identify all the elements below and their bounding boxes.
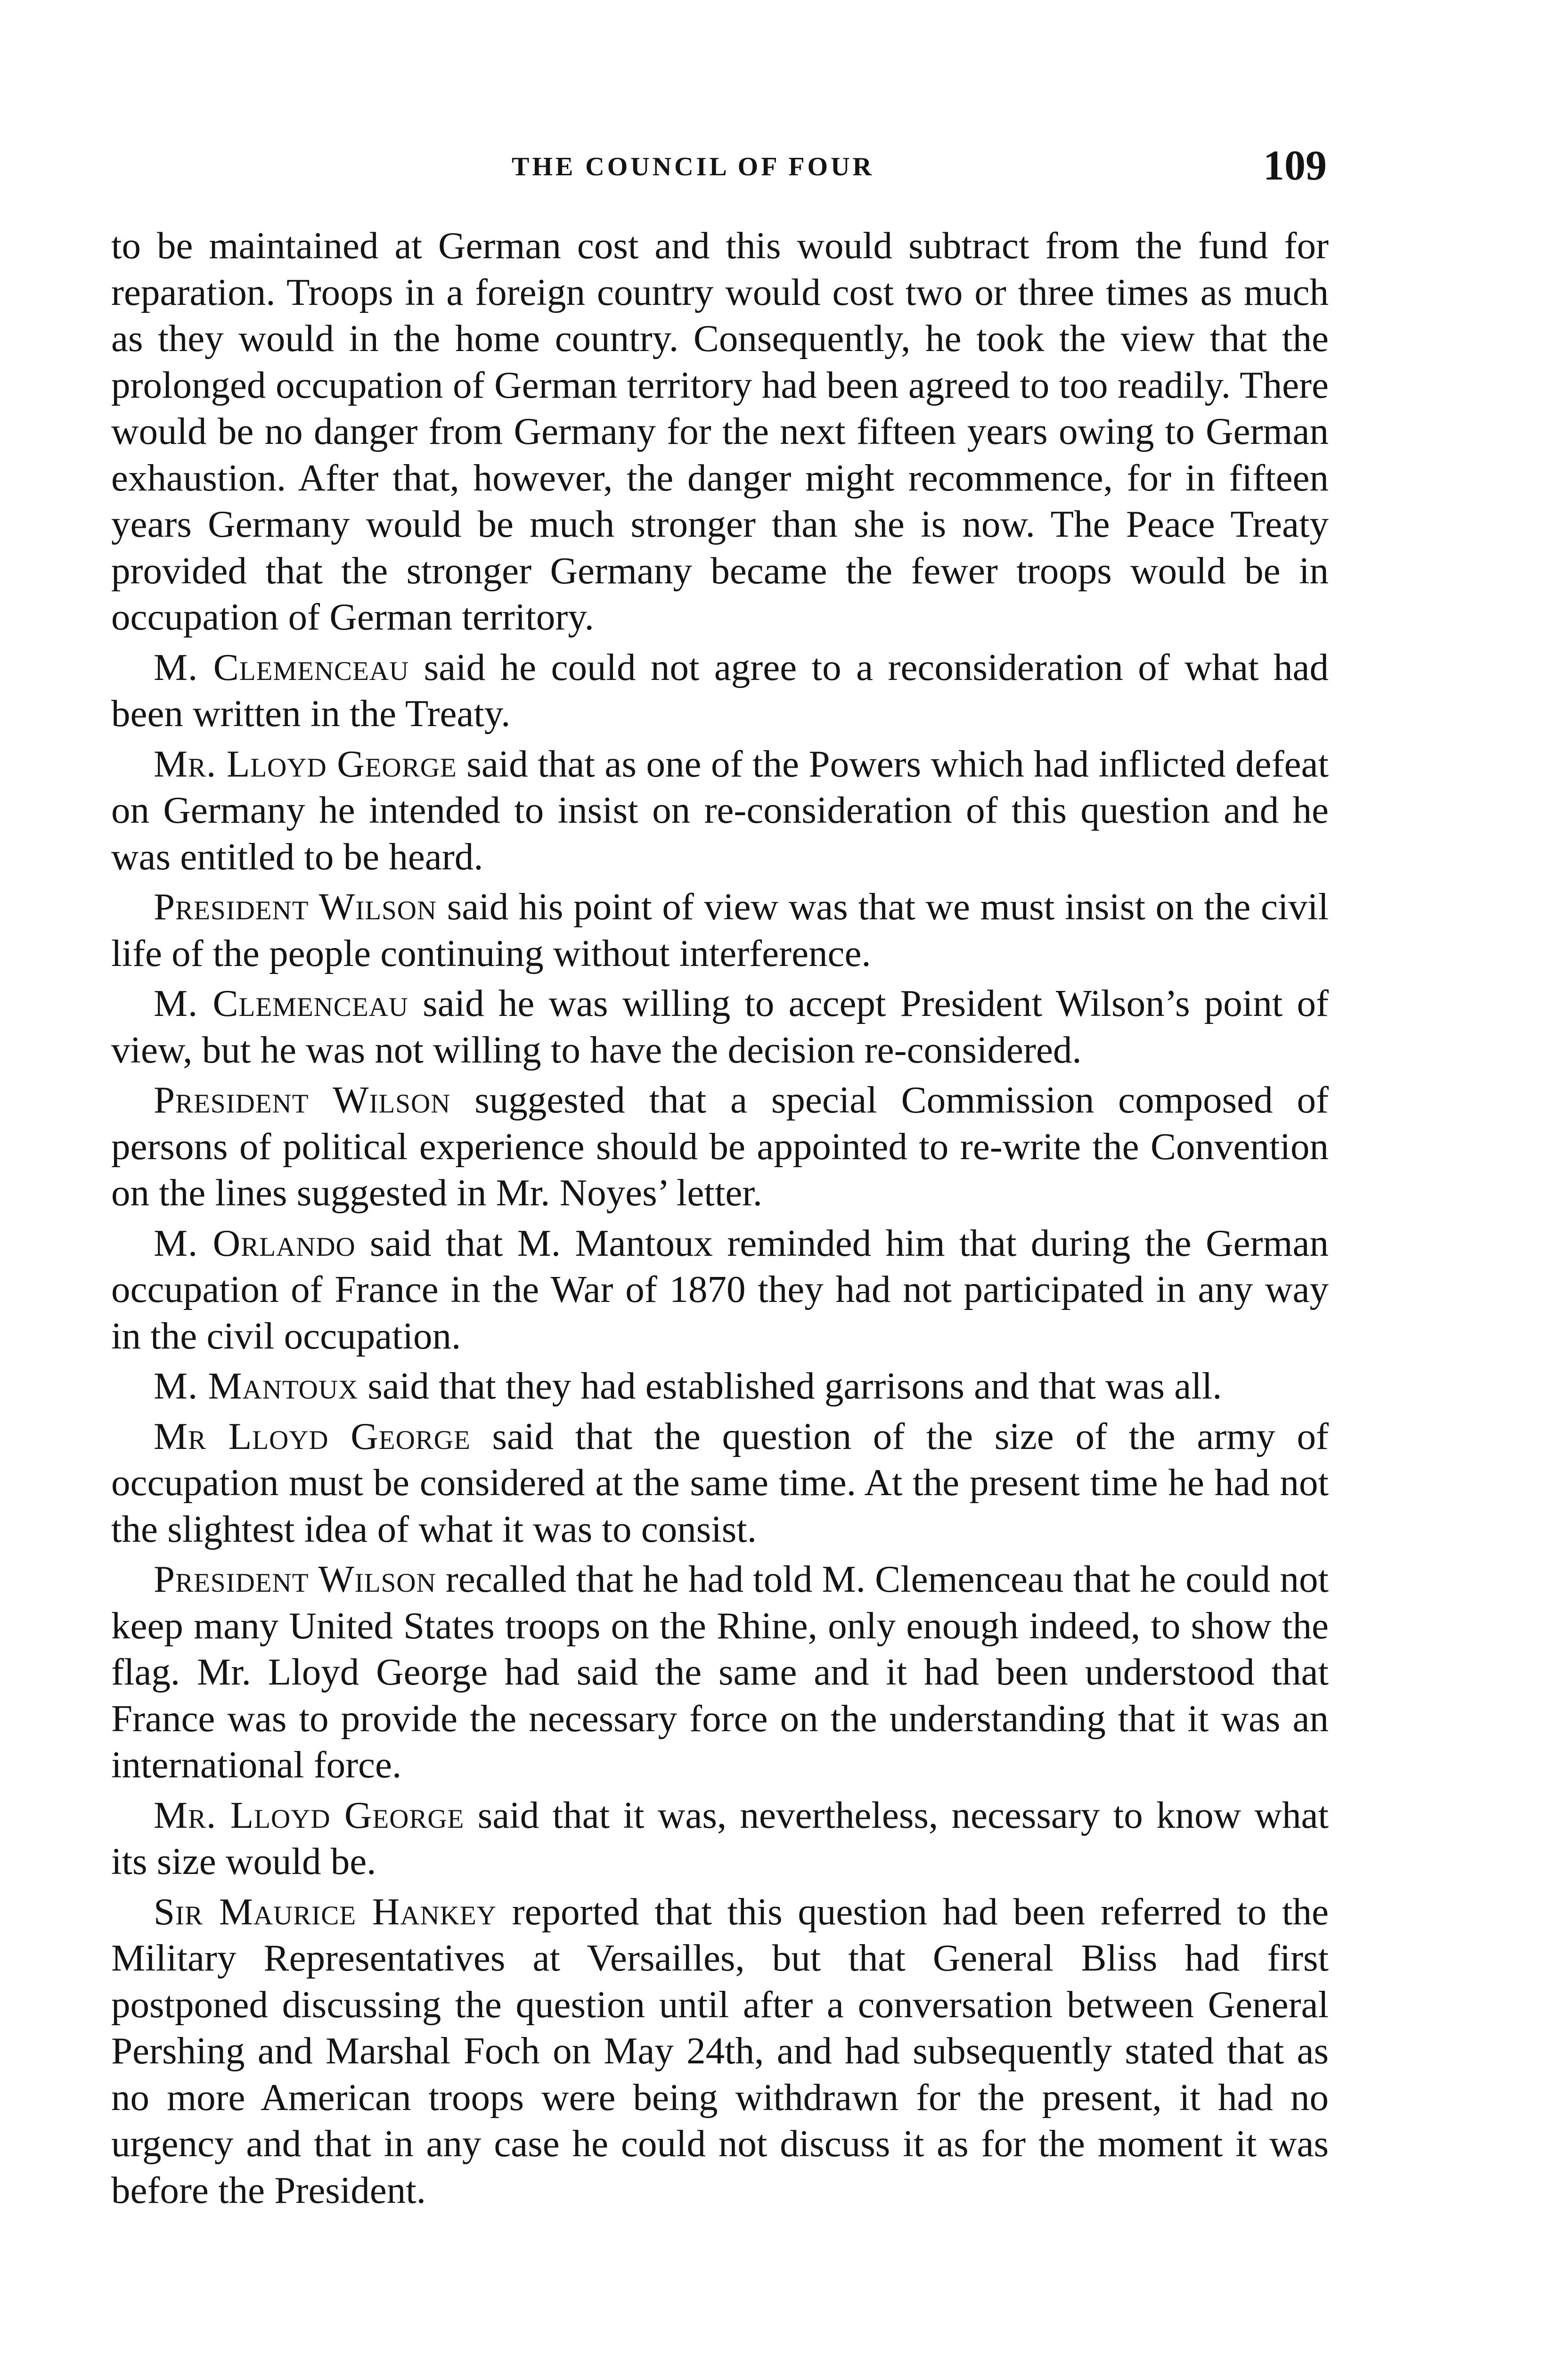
paragraph-text: said he could not agree to a reconsideration of what had been written in the Treaty.	[111, 646, 1329, 735]
paragraph-text: suggested that a special Commission composed of persons of political experience should be appointed to re-write the Convention on the lines suggested in Mr. Noyes’ letter.	[111, 1079, 1329, 1214]
paragraph	[111, 1792, 1329, 1885]
paragraph	[111, 1363, 1329, 1409]
paragraph-text: said that the question of the size of the army of occupation must be considered at the same time. At the present time he had not the slightest idea of what it was to consist.	[111, 1415, 1329, 1550]
page-number: 109	[1263, 142, 1327, 189]
speaker-name: Sir Maurice Hankey	[154, 1890, 497, 1933]
paragraph	[111, 1413, 1329, 1553]
paragraph-text: said that they had established garrisons and that was all.	[358, 1365, 1222, 1407]
paragraph-text: said his point of view was that we must insist on the civil life of the people continuing without interference.	[111, 885, 1329, 974]
speaker-name: M. Clemenceau	[154, 982, 408, 1024]
paragraph-text: to be maintained at German cost and this would subtract from the fund for reparation. Troops in a foreign country would cost two or three times as much as they would in the home country. Consequently, he took the view that the prolonged occupation of German territory had been agreed to too readily. There would be no danger from Germany for the next fifteen years owing to German exhaustion. After that, however, the danger might recommence, for in fifteen years Germany would be much stronger than she is now. The Peace Treaty provided that the stronger Germany became the fewer troops would be in occupation of German territory.	[111, 224, 1329, 638]
page-header	[111, 141, 1336, 198]
paragraph-text: recalled that he had told M. Clemenceau that he could not keep many United States troops on the Rhine, only enough indeed, to show the flag. Mr. Lloyd George had said the same and it had been understood that France was to provide the necessary force on the understanding that it was an international force.	[111, 1558, 1329, 1786]
speaker-name: President Wilson	[154, 1079, 451, 1121]
paragraph	[111, 1556, 1329, 1788]
paragraph	[111, 222, 1329, 640]
running-head: THE COUNCIL OF FOUR	[512, 152, 874, 181]
speaker-name: M. Mantoux	[154, 1365, 359, 1407]
paragraph-text: reported that this question had been referred to the Military Representatives at Versailles, but that General Bliss had first postponed discussing the question until after a conversation between General Pershing and Marshal Foch on May 24th, and had subsequently stated that as no more American troops were being withdrawn for the present, it had no urgency and that in any case he could not discuss it as for the moment it was before the President.	[111, 1890, 1329, 2211]
paragraph	[111, 1220, 1329, 1359]
speaker-name: Mr. Lloyd George	[154, 742, 457, 785]
paragraph	[111, 980, 1329, 1073]
speaker-name: Mr Lloyd George	[154, 1415, 471, 1457]
speaker-name: Mr. Lloyd George	[154, 1793, 465, 1836]
paragraph	[111, 884, 1329, 976]
paragraph-text: said that as one of the Powers which had inflicted defeat on Germany he intended to insist on re-consideration of this question and he was entitled to be heard.	[111, 742, 1329, 878]
speaker-name: M. Orlando	[154, 1221, 356, 1264]
speaker-name: President Wilson	[154, 1558, 436, 1600]
paragraph-text: said that it was, nevertheless, necessary to know what its size would be.	[111, 1793, 1329, 1882]
body-text	[111, 222, 1329, 2217]
paragraph	[111, 1077, 1329, 1216]
speaker-name: M. Clemenceau	[154, 646, 409, 688]
paragraph-text: said he was willing to accept President Wilson’s point of view, but he was not willing to have the decision re-considered.	[111, 982, 1329, 1071]
paragraph	[111, 741, 1329, 880]
paragraph-text: said that M. Mantoux reminded him that during the German occupation of France in the War of 1870 they had not participated in any way in the civil occupation.	[111, 1221, 1329, 1357]
paragraph	[111, 644, 1329, 737]
paragraph	[111, 1889, 1329, 2214]
speaker-name: President Wilson	[154, 885, 437, 928]
